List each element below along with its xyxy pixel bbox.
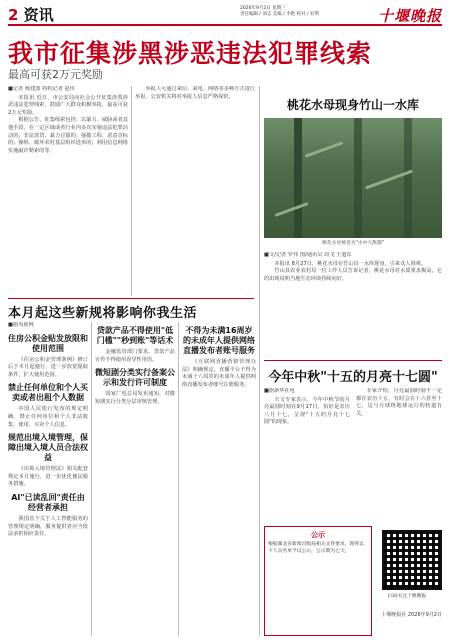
jellyfish-photo bbox=[264, 118, 442, 238]
second-story-subhead: 不得为未满16周岁的未成年人提供网络直播发布者账号服务 bbox=[183, 326, 255, 355]
second-story-paragraph: 《互联网直播营销管理办法》明确规定，直播平台不得为未满十六周岁的未成年人提供网络直播发布者账号注册服务。 bbox=[182, 359, 256, 388]
notice-text: 根据湖北省新闻出版局相关文件要求，现将以下人员名单予以公示，公示期为七天。 bbox=[268, 542, 364, 554]
main-story-col-1 bbox=[8, 86, 128, 296]
notice-box bbox=[264, 526, 372, 636]
main-subheadline: 最高可获2万元奖励 bbox=[8, 68, 103, 81]
second-story-paragraph: 金融监管部门要求，贷款产品宣传不得使用误导性用语。 bbox=[95, 349, 175, 363]
second-story-paragraph: 我国首个关于人工智能服务的管理规定明确，服务提供者应当依法承担相应责任。 bbox=[8, 515, 88, 538]
second-story-subhead: 禁止任何单位和个人买卖或者出租个人数据 bbox=[8, 383, 88, 403]
section-label bbox=[8, 4, 54, 25]
second-story-subhead: 微短剧分类实行备案公示和发行许可制度 bbox=[95, 368, 175, 388]
third-story-paragraph: 专家介绍，月亮最圆时刻不一定都在农历十五，有时会在十六甚至十七，这与月球绕地球运行的轨道有关。 bbox=[356, 388, 442, 417]
column-divider bbox=[91, 322, 92, 636]
photo-story-paragraph: 本报讯 8月27日，桃花水母在竹山县一水库现身，引来众人围观。 bbox=[274, 260, 427, 267]
main-headline: 我市征集涉黑涉恶违法犯罪线索 bbox=[8, 39, 373, 68]
section-number: 2 bbox=[8, 6, 19, 24]
footer-note: 十堰晚报社 2026年9月2日 bbox=[381, 612, 442, 618]
photo-story-paragraph: 竹山县农业农村局一位工作人员告诉记者，桃花水母对水质要求极高，它的出现说明当地生态环境持续向好。 bbox=[264, 268, 442, 282]
section-divider bbox=[8, 298, 254, 299]
third-headline: 今年中秋"十五的月亮十七圆" bbox=[268, 370, 438, 385]
section-divider bbox=[264, 360, 442, 361]
column-divider bbox=[259, 86, 260, 636]
qr-code-icon[interactable] bbox=[382, 530, 442, 590]
qr-caption: 扫码关注十堰晚报 bbox=[387, 594, 427, 599]
third-story-col-2 bbox=[356, 388, 442, 520]
second-story-col-3 bbox=[182, 322, 256, 636]
photo-story-headline: 桃花水母现身竹山一水库 bbox=[286, 98, 419, 112]
section-name: 资讯 bbox=[23, 6, 54, 24]
column-divider bbox=[178, 322, 179, 636]
main-story-paragraph: 本报讯 近日，市公安局向社会公开征集涉黑涉恶违法犯罪线索，鼓励广大群众积极举报，最高可获2万元奖励。 bbox=[8, 94, 128, 116]
second-story-col-2 bbox=[95, 322, 175, 636]
second-story-paragraph: 《出境入境管理法》相关配套规定本月施行，进一步优化便民服务措施。 bbox=[8, 466, 88, 488]
photo-story-byline: ■文/记者 罗伟 图/通讯员 周飞 王旭东 bbox=[264, 252, 352, 258]
photo-caption: 桃花水母被誉为"水中大熊猫" bbox=[322, 241, 384, 246]
second-story-byline: ■据央视网 bbox=[8, 322, 34, 328]
third-story-byline: ■据新华社电 bbox=[264, 388, 295, 394]
second-story-paragraph: 国家广电总局发布通知，对微短剧实行分类分层审核管理。 bbox=[95, 391, 175, 405]
second-story-subhead: AI"已读乱回"责任由经营者承担 bbox=[11, 492, 85, 512]
main-story-byline: ■记者 杨建波 特约记者 赵伟 bbox=[8, 86, 75, 92]
paper-logo: 十堰晚报 bbox=[377, 7, 442, 25]
second-story-paragraph: 中国人民银行发布的规定明确，禁止任何单位和个人非法收集、使用、买卖个人信息。 bbox=[8, 406, 88, 428]
main-story-col-2 bbox=[135, 86, 255, 296]
second-headline: 本月起这些新规将影响你我生活 bbox=[8, 306, 198, 321]
second-story-paragraph: 《住房公积金管理条例》修订后于本月起施行，进一步放宽提取条件，扩大使用范围。 bbox=[8, 356, 88, 378]
third-story-paragraph: 天文专家表示，今年中秋节的月亮最圆时刻在9月17日，恰好是农历八月十七，呈现"十五的月亮十七圆"的现象。 bbox=[264, 396, 350, 426]
header-info bbox=[240, 6, 319, 17]
second-story-subhead: 规范出境入境管理，保障出境入境人员合法权益 bbox=[8, 433, 88, 463]
second-story-subhead: 住房公积金贴发放限和使用范围 bbox=[8, 333, 88, 353]
masthead bbox=[8, 4, 442, 26]
main-story-paragraph: 根据公告，征集线索包括：以暴力、威胁或者其他手段，在一定区域或者行业内多次实施违法犯罪活动的；非法放贷、暴力讨债的；强揽工程、恶意竞标的；操纵、破坏农村基层组织选举的；利用信息网络实施敲诈勒索的等。 bbox=[8, 117, 128, 154]
date-line: 2026年9月2日 星期三 bbox=[240, 6, 286, 11]
main-story-paragraph: 举报人可通过来信、来电、网络等多种方式进行举报，公安机关将对举报人信息严格保密。 bbox=[135, 86, 255, 100]
photo-story-body bbox=[264, 252, 442, 312]
editor-line: 责任编辑 / 刘志 美编 / 李艳 校对 / 杜利 bbox=[240, 11, 319, 17]
second-story-col-1 bbox=[8, 322, 88, 636]
second-story-subhead: 贷款产品不得使用"低门槛""秒到账"等话术 bbox=[96, 326, 174, 345]
notice-title: 公示 bbox=[311, 531, 325, 539]
column-divider bbox=[131, 86, 132, 296]
third-story-col-1 bbox=[264, 388, 350, 520]
